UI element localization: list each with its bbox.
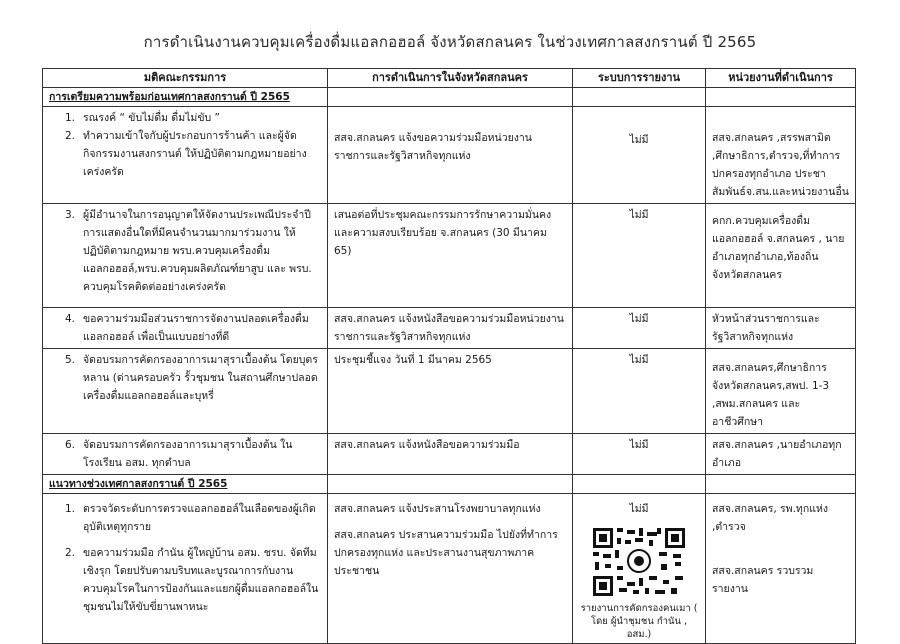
agency-cell: คกก.ควบคุมเครื่องดื่มแอลกอฮอล์ จ.สกลนคร , นายอำเภอทุกอำเภอ,ท้องถิ่นจังหวัดสกลนคร: [706, 204, 856, 308]
agency-text: สสจ.สกลนคร, รพ.ทุกแห่ง ,ตำรวจ: [712, 503, 829, 533]
section-heading: การเตรียมความพร้อมก่อนเทศกาลสงกรานต์ ปี 2565: [43, 88, 328, 107]
agency-text: สสจ.สกลนคร รวบรวมรายงาน: [712, 565, 814, 595]
header-report: ระบบการรายงาน: [573, 69, 706, 88]
action-cell: [328, 494, 573, 644]
header-resolution: มติคณะกรรมการ: [43, 69, 328, 88]
list-item: 6. จัดอบรมการคัดกรองอาการเมาสุราเบื้องต้น ในโรงเรียน อสม. ทุกตำบล: [64, 439, 293, 469]
action-cell: สสจ.สกลนคร แจ้งหนังสือขอความร่วมมือ: [328, 434, 573, 475]
table-row: [43, 308, 856, 349]
resolution-cell: [43, 308, 328, 349]
qr-caption: รายงานการคัดกรองคนเมา ( โดย ผู้นำชุมชน กำนัน , อสม.): [580, 603, 698, 640]
header-agency: หน่วยงานที่ดำเนินการ: [706, 69, 856, 88]
section-heading-row: [43, 475, 856, 494]
list-item: 4. ขอความร่วมมือส่วนราชการจัดงานปลอดเครื่องดื่มแอลกอฮอล์ เพื่อเป็นแบบอย่างที่ดี: [64, 313, 309, 343]
list-item: 2. ขอความร่วมมือ กำนัน ผู้ใหญ่บ้าน อสม. ชรบ. จัดทีมเชิงรุก โดยปรับตามบริบทและบูรณาการกับงานควบคุมโรคในการป้องกันและแยกผู้ดื่มแอลกอฮอล์ในชุมชนไม่ให้ขับขี่ยานพาหนะ: [64, 547, 319, 613]
list-item: 2. ทำความเข้าใจกับผู้ประกอบการร้านค้า และผู้จัดกิจกรรมงานสงกรานต์ ให้ปฏิบัติตามกฎหมายอย่างเคร่งครัด: [64, 130, 307, 178]
action-cell: เสนอต่อที่ประชุมคณะกรรมการรักษาความมั่นคงและความสงบเรียบร้อย จ.สกลนคร (30 มีนาคม 65): [328, 204, 573, 308]
report-cell: ไม่มี: [573, 107, 706, 204]
action-cell: สสจ.สกลนคร แจ้งหนังสือขอความร่วมมือหน่วยงานราชการและรัฐวิสาหกิจทุกแห่ง: [328, 308, 573, 349]
table-row: [43, 204, 856, 308]
resolution-cell: [43, 494, 328, 644]
action-text: สสจ.สกลนคร แจ้งประสานโรงพยาบาลทุกแห่ง: [334, 503, 541, 515]
document-title: การดำเนินงานควบคุมเครื่องดื่มแอลกอฮอล์ จังหวัดสกลนคร ในช่วงเทศกาลสงกรานต์ ปี 2565: [143, 33, 757, 51]
action-cell: ประชุมชี้แจง วันที่ 1 มีนาคม 2565: [328, 349, 573, 434]
agency-cell: หัวหน้าส่วนราชการและรัฐวิสาหกิจทุกแห่ง: [706, 308, 856, 349]
resolution-cell: [43, 434, 328, 475]
agency-cell: สสจ.สกลนคร,ศึกษาธิการจังหวัดสกลนคร,สพป. 1-3 ,สพม.สกลนคร และอาชีวศึกษา: [706, 349, 856, 434]
action-text: สสจ.สกลนคร ประสานความร่วมมือ ไปยังที่ทำการปกครองทุกแห่ง และประสานงานสุขภาพภาคประชาชน: [334, 529, 558, 577]
report-cell: ไม่มี รายงานการคัดกรองคนเมา ( โดย ผู้นำชุมชน กำนัน , อสม.): [573, 494, 706, 644]
report-cell: ไม่มี: [573, 204, 706, 308]
section-heading-row: [43, 88, 856, 107]
list-item: 1. รณรงค์ “ ขับไม่ดื่ม ดื่มไม่ขับ ”: [64, 112, 220, 124]
header-action: การดำเนินการในจังหวัดสกลนคร: [328, 69, 573, 88]
list-item: 5. จัดอบรมการคัดกรองอาการเมาสุราเบื้องต้น โดยบุตรหลาน (ด่านครอบครัว รั้วชุมชน ในสถานศึกษาปลอดเครื่องดื่มแอลกอฮอล์และบุหรี่: [64, 354, 318, 402]
report-cell: ไม่มี: [573, 434, 706, 475]
table-row: [43, 107, 856, 204]
measures-table: [42, 68, 856, 644]
table-header-row: [43, 69, 856, 88]
report-cell: ไม่มี: [573, 349, 706, 434]
list-item: 1. ตรวจวัดระดับการตรวจแอลกอฮอล์ในเลือดของผู้เกิดอุบัติเหตุทุกราย: [64, 503, 316, 533]
table-row: [43, 349, 856, 434]
resolution-cell: [43, 204, 328, 308]
agency-cell: สสจ.สกลนคร ,นายอำเภอทุกอำเภอ: [706, 434, 856, 475]
agency-cell: [706, 494, 856, 644]
qr-code-image[interactable]: [589, 526, 689, 598]
list-item: 3. ผู้มีอำนาจในการอนุญาตให้จัดงานประเพณีประจำปีการแสดงอื่นใดที่มีคนจำนวนมากมาร่วมงาน ให้ปฏิบัติตามกฎหมาย พรบ.ควบคุมเครื่องดื่มแอลกอฮอล์,พรบ.ควบคุมผลิตภัณฑ์ยาสูบ และ พรบ. ควบคุมโรคติดต่ออย่างเคร่งครัด: [64, 209, 312, 293]
agency-cell: สสจ.สกลนคร ,สรรพสามิต ,ศึกษาธิการ,ตำรวจ,ที่ทำการปกครองทุกอำเภอ ประชาสัมพันธ์จ.สน.และหน่วยงานอื่น: [706, 107, 856, 204]
table-row: [43, 434, 856, 475]
table-row: [43, 494, 856, 644]
resolution-cell: [43, 107, 328, 204]
section-heading: แนวทางช่วงเทศกาลสงกรานต์ ปี 2565: [43, 475, 328, 494]
action-cell: สสจ.สกลนคร แจ้งขอความร่วมมือหน่วยงานราชการและรัฐวิสาหกิจทุกแห่ง: [328, 107, 573, 204]
report-cell: ไม่มี: [573, 308, 706, 349]
resolution-cell: [43, 349, 328, 434]
